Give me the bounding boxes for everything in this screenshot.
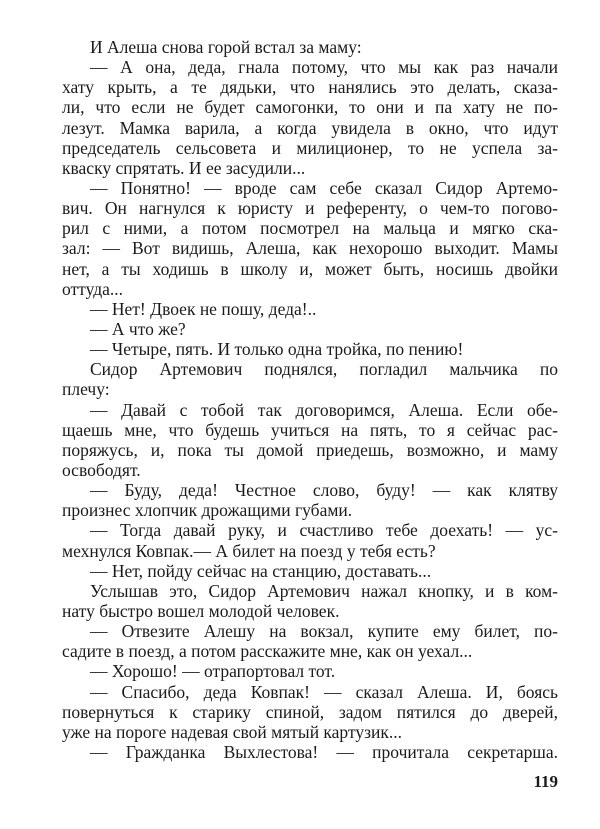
text-line: Сидор Артемович поднялся, погладил мальчика по xyxy=(90,359,558,380)
text-line: нет, а ты ходишь в школу и, может быть, носишь двойки xyxy=(62,258,558,279)
text-line: садите в поезд, а потом расскажите мне, как он уехал... xyxy=(62,641,473,662)
text-line: — Четыре, пять. И только одна тройка, по пению! xyxy=(90,339,464,360)
text-line: — Понятно! — вроде сам себе сказал Сидор Артемо- xyxy=(90,177,558,198)
text-line: — Нет! Двоек не пошу, деда!.. xyxy=(90,298,317,319)
text-line: мехнулся Ковпак.— А билет на поезд у тебя есть? xyxy=(62,540,436,561)
text-line: — Нет, пойду сейчас на станцию, доставать... xyxy=(90,560,432,581)
page-number: 119 xyxy=(533,772,558,791)
text-line: — Гражданка Выхлестова! — прочитала секретарша. xyxy=(90,741,558,762)
text-line: кваску спрятать. И ее засудили... xyxy=(62,157,306,178)
text-line: председатель сельсовета и милиционер, то не успела за- xyxy=(62,137,558,158)
page-text xyxy=(62,37,558,762)
text-line: оттуда... xyxy=(62,278,124,299)
text-line: — Отвезите Алешу на вокзал, купите ему билет, по- xyxy=(90,621,558,642)
text-line: плечу: xyxy=(62,379,110,400)
text-line: щаешь мне, что будешь учиться на пять, то я сейчас рас- xyxy=(62,419,558,440)
text-line: произнес хлопчик дрожащими губами. xyxy=(62,500,353,521)
text-line: хату крыть, а те дядьки, что нанялись это делать, сказа- xyxy=(62,77,558,98)
text-line: — А она, деда, гнала потому, что мы как раз начали xyxy=(90,57,558,78)
text-line: — Давай с тобой так договоримся, Алеша. Если обе- xyxy=(90,399,558,420)
text-line: зал: — Вот видишь, Алеша, как нехорошо выходит. Мамы xyxy=(62,238,558,259)
text-line: — Спасибо, деда Ковпак! — сказал Алеша. И, боясь xyxy=(90,681,558,702)
text-line: ли, что если не будет самогонки, то они и па хату не по- xyxy=(62,97,558,118)
text-line: уже на пороге надевая свой мятый картузик... xyxy=(62,721,403,742)
text-line: рил с ними, а потом посмотрел на мальца и мягко ска- xyxy=(62,218,558,239)
text-line: лезут. Мамка варила, а когда увидела в окно, что идут xyxy=(62,117,558,138)
text-line: И Алеша снова горой встал за маму: xyxy=(90,37,362,57)
text-line: Услышав это, Сидор Артемович нажал кнопку, и в ком- xyxy=(90,580,558,601)
text-line: повернуться к старику спиной, задом пятился до дверей, xyxy=(62,701,558,722)
text-line: поряжусь, и, пока ты домой приедешь, возможно, и маму xyxy=(62,439,558,460)
text-line: освободят. xyxy=(62,459,141,480)
text-line: — Тогда давай руку, и счастливо тебе доехать! — ус- xyxy=(90,520,558,541)
text-line: — А что же? xyxy=(90,318,186,339)
text-line: — Буду, деда! Честное слово, буду! — как клятву xyxy=(90,480,558,501)
text-line: вич. Он нагнулся к юристу и референту, о чем-то погово- xyxy=(62,198,558,219)
text-line: нату быстро вошел молодой человек. xyxy=(62,600,340,621)
text-line: — Хорошо! — отрапортовал тот. xyxy=(90,661,336,682)
